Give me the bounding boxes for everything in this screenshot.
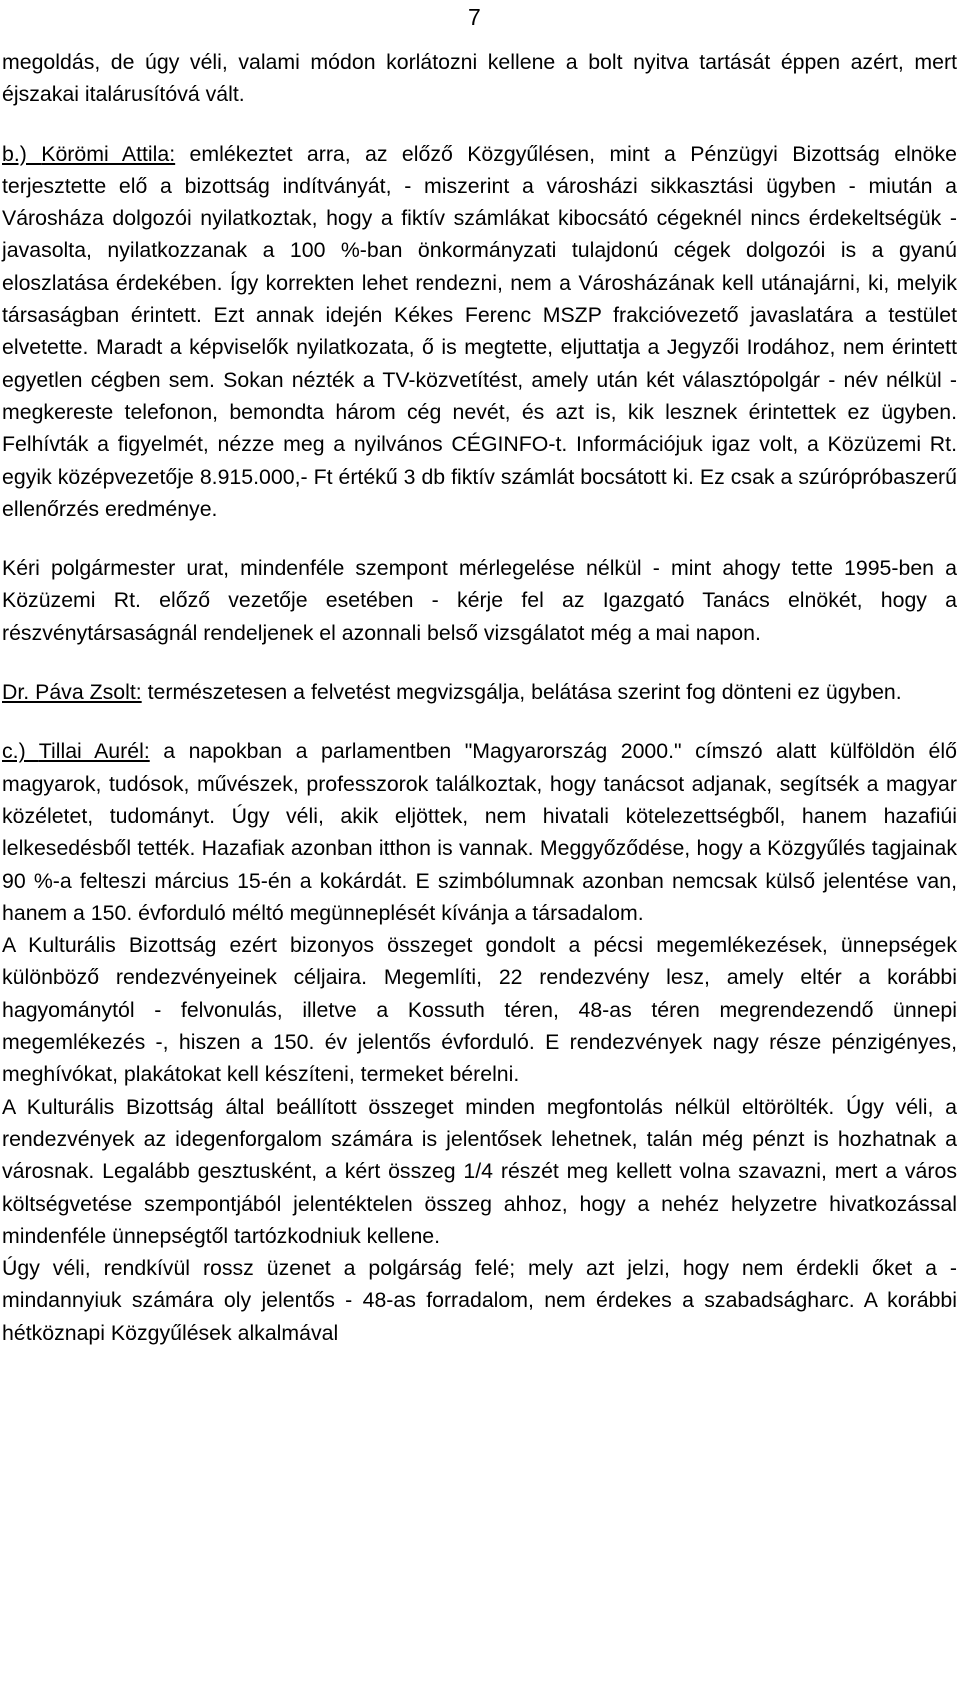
item-marker: c.) (2, 739, 39, 764)
page-number: 7 (468, 4, 481, 30)
paragraph-kulturalis-1 (2, 929, 957, 1090)
paragraph-gap (2, 525, 957, 552)
paragraph-text: A Kulturális Bizottság ezért bizonyos összeget gondolt a pécsi megemlékezések, ünnepségek különböző rendezvényeinek céljaira. Megemlíti, 22 rendezvény lesz, amely eltér a korábbi hagyománytól - felvonulás, illetve a Kossuth téren, 48-as téren megrendezendő ünnepi megemlékezés -, hiszen a 150. év jelentős évforduló. E rendezvények nagy része pénzigényes, meghívókat, plakátokat kell készíteni, termeket bérelni. (2, 933, 957, 1087)
paragraph-koromi (2, 138, 957, 526)
paragraph-text: A Kulturális Bizottság által beállított összeget minden megfontolás nélkül eltörölték. Úgy véli, a rendezvények az idegenforgalom számára is jelentősek lehetnek, talán még pénzt is hozhatnak a városnak. Legalább gesztusként, a kért összeg 1/4 részét meg kellett volna szavazni, mert a város költségvetése szempontjából jelentéktelen összeg ahhoz, hogy a nehéz helyzetre hivatkozással mindenféle ünnepségtől tartózkodniuk kellene. (2, 1094, 957, 1248)
paragraph-gap (2, 708, 957, 735)
paragraph-pava (2, 676, 957, 708)
speaker-name: Dr. Páva Zsolt: (2, 680, 142, 705)
paragraph-intro (2, 46, 957, 111)
item-marker: b.) (2, 141, 42, 166)
speaker-name: Körömi Attila: (41, 141, 176, 166)
paragraph-gap (2, 111, 957, 138)
paragraph-request (2, 552, 957, 649)
paragraph-text: Úgy véli, rendkívül rossz üzenet a polgárság felé; mely azt jelzi, hogy nem érdekli őket a - mindannyiuk számára oly jelentős - 48-as forradalom, nem érdekes a szabadságharc. A korábbi hétköznapi Közgyűlések alkalmával (2, 1256, 957, 1345)
paragraph-tillai (2, 735, 957, 929)
paragraph-text: természetesen a felvetést megvizsgálja, belátása szerint fog dönteni ez ügyben. (141, 680, 902, 705)
paragraph-text: Kéri polgármester urat, mindenféle szempont mérlegelése nélkül - mint ahogy tette 1995-ben a Közüzemi Rt. előző vezetője esetében - kérje fel az Igazgató Tanács elnökét, hogy a részvénytársaságnál rendeljenek el azonnali belső vizsgálatot még a mai napon. (2, 556, 957, 645)
paragraph-gap (2, 649, 957, 676)
paragraph-kulturalis-2 (2, 1091, 957, 1252)
paragraph-uzenet (2, 1252, 957, 1349)
speaker-name: Tillai Aurél: (38, 739, 150, 764)
paragraph-text: megoldás, de úgy véli, valami módon korlátozni kellene a bolt nyitva tartását éppen azért, mert éjszakai italárusítóvá vált. (2, 50, 957, 107)
document-body (2, 46, 957, 1349)
paragraph-text: emlékeztet arra, az előző Közgyűlésen, mint a Pénzügyi Bizottság elnöke terjesztette elő a bizottság indítványát, - miszerint a városházi sikkasztási ügyben - miután a Városháza dolgozói nyilatkoztak, hogy a fiktív számlákat kibocsátó cégeknél nincs érdekeltségük - javasolta, nyilatkozzanak a 100 %-ban önkormányzati tulajdonú cégek dolgozói is a gyanú eloszlatása érdekében. Így korrekten lehet rendezni, nem a Városházának kell utánajárni, ki, melyik társaságban érintett. Ezt annak idején Kékes Ferenc MSZP frakcióvezető javaslatára a testület elvetette. Maradt a képviselők nyilatkozata, ő is megtette, eljuttatja a Jegyzői Irodához, nem érintett egyetlen cégben sem. Sokan nézték a TV-közvetítést, amely után két választópolgár - név nélkül - megkereste telefonon, bemondta három cég nevét, és azt is, kik lesznek érintettek ez ügyben. Felhívták a figyelmét, nézze meg a nyilvános CÉGINFO-t. Információjuk igaz volt, a Közüzemi Rt. egyik középvezetője 8.915.000,- Ft értékű 3 db fiktív számlát bocsátott ki. Ez csak a szúrópróbaszerű ellenőrzés eredménye. (2, 141, 957, 521)
paragraph-text: a napokban a parlamentben "Magyarország 2000." címszó alatt külföldön élő magyarok, tudósok, művészek, professzorok találkoztak, hogy tanácsot adjanak, segítsék a magyar közéletet, tudományt. Úgy véli, akik eljöttek, nem hivatali kötelezettségből, hanem hazafiúi lelkesedésből tették. Hazafiak azonban itthon is vannak. Meggyőződése, hogy a Közgyűlés tagjainak 90 %-a felteszi március 15-én a kokárdát. E szimbólumnak azonban nemcsak külső jelentése van, hanem a 150. évforduló méltó megünneplését kívánja a társadalom. (2, 739, 957, 925)
